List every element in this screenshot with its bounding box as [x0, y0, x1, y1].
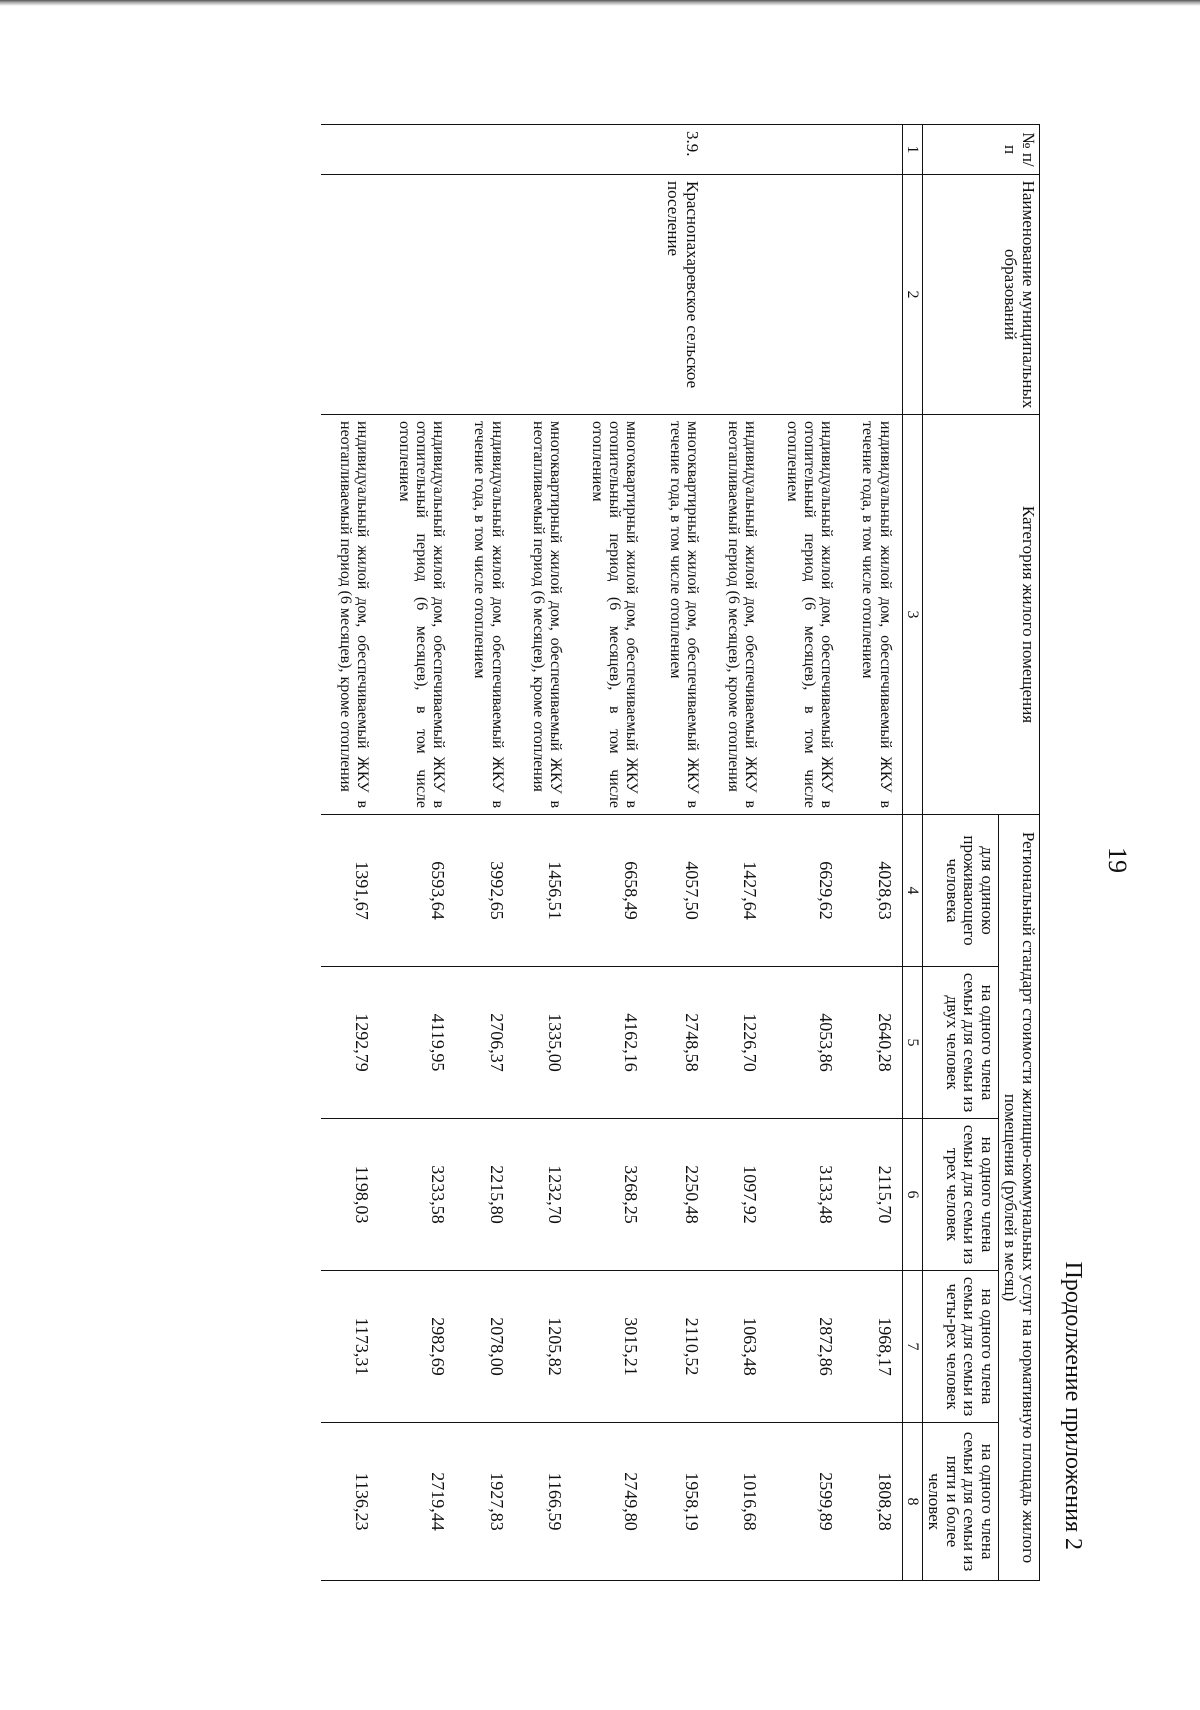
value-family-5plus: 1166,59: [514, 1423, 573, 1581]
value-family-2: 4119,95: [379, 967, 455, 1119]
value-family-4: 1063,48: [709, 1271, 768, 1423]
row-number: [572, 125, 648, 175]
row-number: [709, 125, 768, 175]
municipality-name: [321, 175, 380, 415]
column-number: 3: [902, 415, 922, 815]
header-col4: для одиноко проживающего человека: [922, 815, 998, 967]
value-family-3: 2115,70: [843, 1119, 902, 1271]
value-family-4: 2872,86: [767, 1271, 843, 1423]
value-family-4: 2078,00: [455, 1271, 514, 1423]
row-number: [379, 125, 455, 175]
value-family-2: 2706,37: [455, 967, 514, 1119]
value-family-5plus: 1808,28: [843, 1423, 902, 1581]
column-number: 7: [902, 1271, 922, 1423]
value-family-4: 1205,82: [514, 1271, 573, 1423]
municipality-name: [709, 175, 768, 415]
value-family-3: 1232,70: [514, 1119, 573, 1271]
standard-cost-table: [321, 124, 1040, 1581]
row-number: [767, 125, 843, 175]
header-standard-group: Региональный стандарт стоимости жилищно-коммунальных услуг на нормативную площадь жилого помещения (рублей в месяц): [999, 815, 1040, 1581]
column-number-row: [902, 125, 922, 1581]
value-family-2: 2748,58: [648, 967, 709, 1119]
value-family-4: 1968,17: [843, 1271, 902, 1423]
table-row: [843, 125, 902, 1581]
housing-category: индивидуальный жилой дом, обеспечиваемый ЖКУ в течение года, в том числе отоплением: [455, 415, 514, 815]
value-family-3: 3268,25: [572, 1119, 648, 1271]
value-single: 6593,64: [379, 815, 455, 967]
table-row: [379, 125, 455, 1581]
value-family-5plus: 1016,68: [709, 1423, 768, 1581]
value-single: 1427,64: [709, 815, 768, 967]
housing-category: индивидуальный жилой дом, обеспечиваемый ЖКУ в неотапливаемый период (6 месяцев), кроме отопления: [321, 415, 380, 815]
value-family-3: 2215,80: [455, 1119, 514, 1271]
value-family-5plus: 1958,19: [648, 1423, 709, 1581]
municipality-name: [843, 175, 902, 415]
rotated-page: [10, 10, 1190, 1710]
table-row: [648, 125, 709, 1581]
value-family-3: 3233,58: [379, 1119, 455, 1271]
row-number: 3.9.: [648, 125, 709, 175]
column-number: 5: [902, 967, 922, 1119]
value-family-4: 2110,52: [648, 1271, 709, 1423]
value-single: 1456,51: [514, 815, 573, 967]
municipality-name: Краснопахаревское сельское поселение: [648, 175, 709, 415]
value-single: 3992,65: [455, 815, 514, 967]
value-family-5plus: 1927,83: [455, 1423, 514, 1581]
table-row: [572, 125, 648, 1581]
header-col8: на одного члена семьи для семьи из пяти и более человек: [922, 1423, 998, 1581]
value-family-2: 2640,28: [843, 967, 902, 1119]
value-family-2: 1292,79: [321, 967, 380, 1119]
column-number: 6: [902, 1119, 922, 1271]
value-family-4: 2982,69: [379, 1271, 455, 1423]
value-family-2: 4162,16: [572, 967, 648, 1119]
column-number: 8: [902, 1423, 922, 1581]
header-municipality: Наименование муниципальных образований: [922, 175, 1039, 415]
housing-category: многоквартирный жилой дом, обеспечиваемый ЖКУ в отопительный период (6 месяцев), в том числе отоплением: [572, 415, 648, 815]
header-num: № п/п: [922, 125, 1039, 175]
value-single: 1391,67: [321, 815, 380, 967]
table-row: [455, 125, 514, 1581]
value-family-4: 3015,21: [572, 1271, 648, 1423]
scan-edge: [0, 0, 1200, 6]
table-row: [321, 125, 380, 1581]
municipality-name: [514, 175, 573, 415]
value-family-2: 1226,70: [709, 967, 768, 1119]
value-family-2: 1335,00: [514, 967, 573, 1119]
header-col5: на одного члена семьи для семьи из двух человек: [922, 967, 998, 1119]
header-col7: на одного члена семьи для семьи из четы-рех человек: [922, 1271, 998, 1423]
row-number: [321, 125, 380, 175]
municipality-name: [379, 175, 455, 415]
row-number: [514, 125, 573, 175]
row-number: [455, 125, 514, 175]
municipality-name: [572, 175, 648, 415]
value-family-3: 3133,48: [767, 1119, 843, 1271]
housing-category: многоквартирный жилой дом, обеспечиваемый ЖКУ в течение года, в том числе отоплением: [648, 415, 709, 815]
value-single: 6629,62: [767, 815, 843, 967]
municipality-name: [455, 175, 514, 415]
value-single: 4028,63: [843, 815, 902, 967]
column-number: 1: [902, 125, 922, 175]
value-family-3: 1198,03: [321, 1119, 380, 1271]
table-row: [767, 125, 843, 1581]
value-single: 4057,50: [648, 815, 709, 967]
value-family-5plus: 2749,80: [572, 1423, 648, 1581]
value-family-5plus: 2719,44: [379, 1423, 455, 1581]
housing-category: индивидуальный жилой дом, обеспечиваемый ЖКУ в отопительный период (6 месяцев), в том числе отоплением: [379, 415, 455, 815]
column-number: 2: [902, 175, 922, 415]
row-number: [843, 125, 902, 175]
continuation-label: Продолжение приложения 2: [1060, 1261, 1086, 1550]
table-row: [709, 125, 768, 1581]
header-col6: на одного члена семьи для семьи из трех человек: [922, 1119, 998, 1271]
page-number: 19: [1103, 847, 1132, 873]
value-family-2: 4053,86: [767, 967, 843, 1119]
housing-category: индивидуальный жилой дом, обеспечиваемый ЖКУ в отопительный период (6 месяцев), в том числе отоплением: [767, 415, 843, 815]
housing-category: индивидуальный жилой дом, обеспечиваемый ЖКУ в течение года, в том числе отоплением: [843, 415, 902, 815]
value-family-4: 1173,31: [321, 1271, 380, 1423]
header-category: Категория жилого помещения: [922, 415, 1039, 815]
table-row: [514, 125, 573, 1581]
value-family-3: 2250,48: [648, 1119, 709, 1271]
value-family-5plus: 1136,23: [321, 1423, 380, 1581]
value-family-3: 1097,92: [709, 1119, 768, 1271]
housing-category: многоквартирный жилой дом, обеспечиваемый ЖКУ в неотапливаемый период (6 месяцев), кроме отопления: [514, 415, 573, 815]
value-family-5plus: 2599,89: [767, 1423, 843, 1581]
housing-category: индивидуальный жилой дом, обеспечиваемый ЖКУ в неотапливаемый период (6 месяцев), кроме отопления: [709, 415, 768, 815]
value-single: 6658,49: [572, 815, 648, 967]
column-number: 4: [902, 815, 922, 967]
municipality-name: [767, 175, 843, 415]
